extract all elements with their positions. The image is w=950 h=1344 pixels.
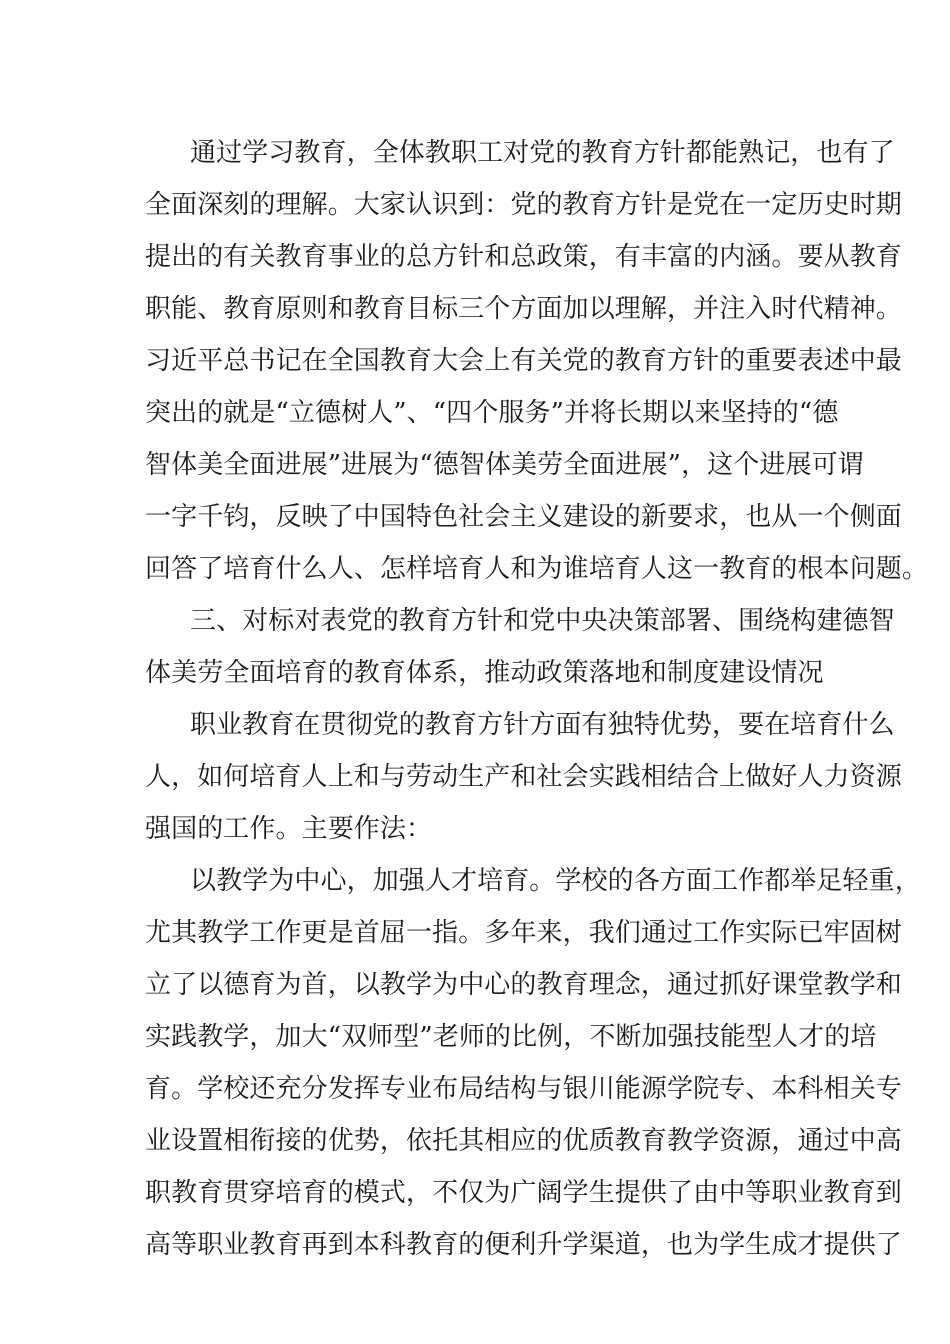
text-line: 强国的工作。主要作法： [145, 814, 433, 844]
text-line: 以教学为中心，加强人才培育。学校的各方面工作都举足轻重， [190, 866, 921, 896]
text-line: 高等职业教育再到本科教育的便利升学渠道，也为学生成才提供了 [145, 1230, 902, 1260]
text-line: 通过学习教育，全体教职工对党的教育方针都能熟记，也有了 [190, 138, 895, 168]
text-line: 尤其教学工作更是首屈一指。多年来，我们通过工作实际已牢固树 [145, 918, 902, 948]
text-line: 提出的有关教育事业的总方针和总政策，有丰富的内涵。要从教育 [145, 242, 902, 272]
text-line: 全面深刻的理解。大家认识到：党的教育方针是党在一定历史时期 [145, 190, 902, 220]
text-line: 职业教育在贯彻党的教育方针方面有独特优势，要在培育什么 [190, 710, 895, 740]
section-heading-line: 三、对标对表党的教育方针和党中央决策部署、围绕构建德智 [190, 606, 895, 636]
text-line: 职能、教育原则和教育目标三个方面加以理解，并注入时代精神。 [145, 294, 902, 324]
text-line: 习近平总书记在全国教育大会上有关党的教育方针的重要表述中最 [145, 346, 902, 376]
section-heading-line: 体美劳全面培育的教育体系，推动政策落地和制度建设情况 [145, 658, 824, 688]
text-line: 职教育贯穿培育的模式，不仅为广阔学生提供了由中等职业教育到 [145, 1178, 902, 1208]
text-line: 突出的就是“立德树人”、“四个服务”并将长期以来坚持的“德 [145, 398, 839, 428]
text-line: 回答了培育什么人、怎样培育人和为谁培育人这一教育的根本问题。 [145, 554, 929, 584]
text-line: 业设置相衔接的优势，依托其相应的优质教育教学资源，通过中高 [145, 1126, 902, 1156]
text-line: 一字千钧，反映了中国特色社会主义建设的新要求，也从一个侧面 [145, 502, 902, 532]
text-line: 智体美全面进展”进展为“德智体美劳全面进展”，这个进展可谓 [145, 450, 864, 480]
text-line: 育。学校还充分发挥专业布局结构与银川能源学院专、本科相关专 [145, 1074, 902, 1104]
text-line: 实践教学，加大“双师型”老师的比例，不断加强技能型人才的培 [145, 1022, 877, 1052]
text-line: 立了以德育为首，以教学为中心的教育理念，通过抓好课堂教学和 [145, 970, 902, 1000]
text-line: 人，如何培育人上和与劳动生产和社会实践相结合上做好人力资源 [145, 762, 902, 792]
